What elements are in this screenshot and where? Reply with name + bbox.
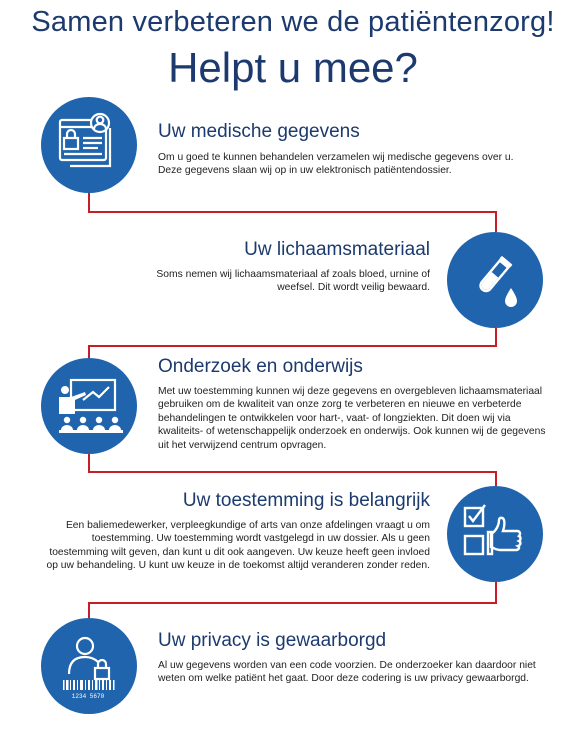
section-3-circle [41,358,137,454]
section-5-title: Uw privacy is gewaarborgd [158,630,387,651]
barcode-digits: 1234 5670 [71,693,105,700]
section-4-circle [447,486,543,582]
section-1-title: Uw medische gegevens [158,121,360,142]
section-1-text: Om u goed te kunnen behandelen verzamelen wij medische gegevens over u. Deze gegevens slaan wij op in uw elektronisch patiëntendossier. [158,152,514,177]
section-5-circle [41,618,137,714]
section-4-title: Uw toestemming is belangrijk [182,490,430,511]
barcode-bars [63,680,115,690]
section-2-text: Soms nemen wij lichaamsmateriaal af zoals bloed, urnine of weefsel. Dit wordt veilig bewaard. [156,269,430,294]
section-3-text: Met uw toestemming kunnen wij deze gegevens en overgebleven lichaamsmateriaal gebruiken om de kwaliteit van onze zorg te verbeteren en nieuwe en verbeterde behandelingen te ontwikkelen voor hart-, vaat- of longziekten. Dit doen wij via kwaliteits- of wetenschappelijk onderzoek en onderwijs. Ook kunnen wij de gegevens uit het verwijzend centrum opvragen. [158,386,546,451]
test-tube-drop-icon [463,248,527,312]
page-title: Samen verbeteren we de patiëntenzorg! [31,6,555,38]
checklist-thumbs-up-icon [459,498,531,570]
section-2-circle [447,232,543,328]
classroom-presentation-icon [53,370,125,442]
medical-records-icon [54,110,124,180]
person-lock-barcode-icon [53,630,125,702]
section-2-title: Uw lichaamsmateriaal [244,239,430,260]
page-subtitle: Helpt u mee? [168,44,418,91]
section-3-title: Onderzoek en onderwijs [158,356,363,377]
section-1-circle [41,97,137,193]
section-5-text: Al uw gegevens worden van een code voorzien. De onderzoeker kan daardoor niet weten om welke patiënt het gaat. Door deze codering is uw privacy gewaarborgd. [158,660,536,685]
section-4-text: Een baliemedewerker, verpleegkundige of arts van onze afdelingen vraagt u om toestemming. Uw toestemming wordt vastgelegd in uw dossier. Als u geen toestemming wilt geven, dan kunt u dit ook aangeven. Uw keuze heeft geen invloed op uw behandeling. U kunt uw keuze in de toekomst altijd veranderen zonder reden. [46,520,430,572]
